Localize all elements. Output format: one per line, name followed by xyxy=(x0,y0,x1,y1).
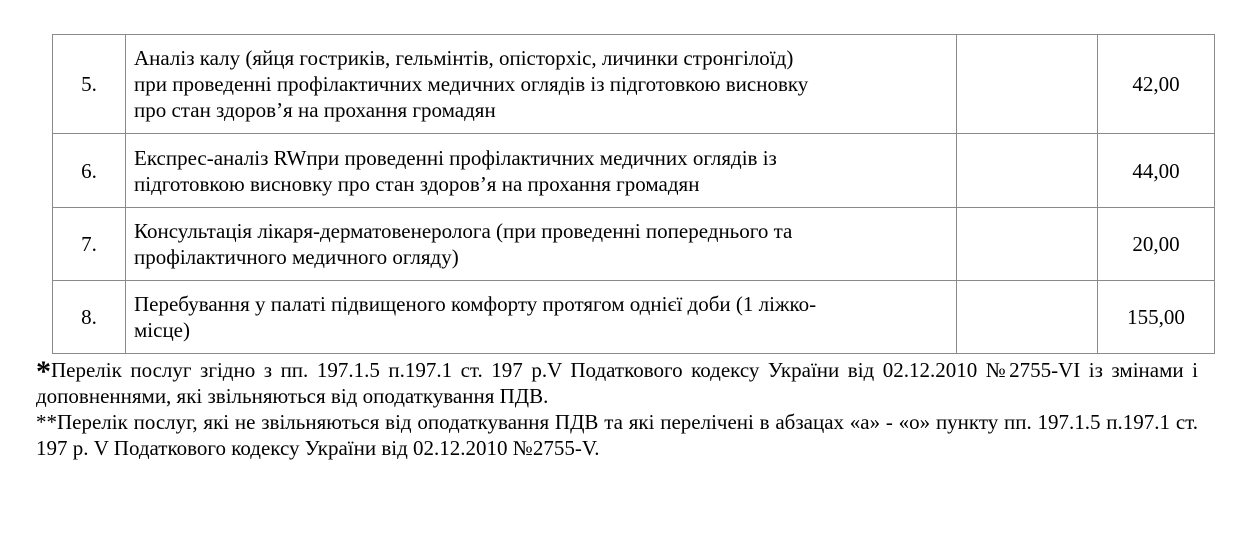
description-line: про стан здоров’я на прохання громадян xyxy=(134,98,496,122)
service-description xyxy=(126,134,957,208)
empty-cell xyxy=(957,134,1098,208)
service-price: 44,00 xyxy=(1098,134,1215,208)
table-row xyxy=(53,208,1215,281)
table-row xyxy=(53,281,1215,354)
row-number: 5. xyxy=(53,35,126,134)
description-line: Перебування у палаті підвищеного комфорту протягом однієї доби (1 ліжко- xyxy=(134,292,817,316)
description-line: місце) xyxy=(134,318,190,342)
service-description xyxy=(126,281,957,354)
service-description xyxy=(126,35,957,134)
description-line: профілактичного медичного огляду) xyxy=(134,245,459,269)
footnote-vat-exempt xyxy=(36,357,1198,409)
footnote-vat-taxable xyxy=(36,409,1198,461)
description-line: при проведенні профілактичних медичних оглядів із підготовкою висновку xyxy=(134,72,809,96)
row-number: 8. xyxy=(53,281,126,354)
table-row xyxy=(53,35,1215,134)
service-price: 20,00 xyxy=(1098,208,1215,281)
footnote-text: Перелік послуг згідно з пп. 197.1.5 п.197.1 ст. 197 р.V Податкового кодексу України від 02.12.2010 №2755-VI із змінами і доповненнями, які звільняються від оподаткування ПДВ. xyxy=(36,358,1198,408)
service-price: 155,00 xyxy=(1098,281,1215,354)
description-line: Експрес-аналіз RWпри проведенні профілактичних медичних оглядів із xyxy=(134,145,777,170)
empty-cell xyxy=(957,35,1098,134)
description-line: підготовкою висновку про стан здоров’я на прохання громадян xyxy=(134,171,700,196)
empty-cell xyxy=(957,281,1098,354)
footnote-asterisk: * xyxy=(36,355,51,388)
row-number: 6. xyxy=(53,134,126,208)
row-number: 7. xyxy=(53,208,126,281)
service-price: 42,00 xyxy=(1098,35,1215,134)
description-line: Аналіз калу (яйця гостриків, гельмінтів, опісторхіс, личинки стронгілоїд) xyxy=(134,46,794,70)
footnotes xyxy=(36,357,1198,461)
empty-cell xyxy=(957,208,1098,281)
footnote-text: **Перелік послуг, які не звільняються від оподаткування ПДВ та які перелічені в абзацах «а» - «о» пункту пп. 197.1.5 п.197.1 ст. 197 р. V Податкового кодексу України від 02.12.2010 №2755-V. xyxy=(36,410,1198,460)
table-row xyxy=(53,134,1215,208)
price-table xyxy=(52,34,1215,354)
service-description xyxy=(126,208,957,281)
description-line: Консультація лікаря-дерматовенеролога (при проведенні попереднього та xyxy=(134,219,793,243)
